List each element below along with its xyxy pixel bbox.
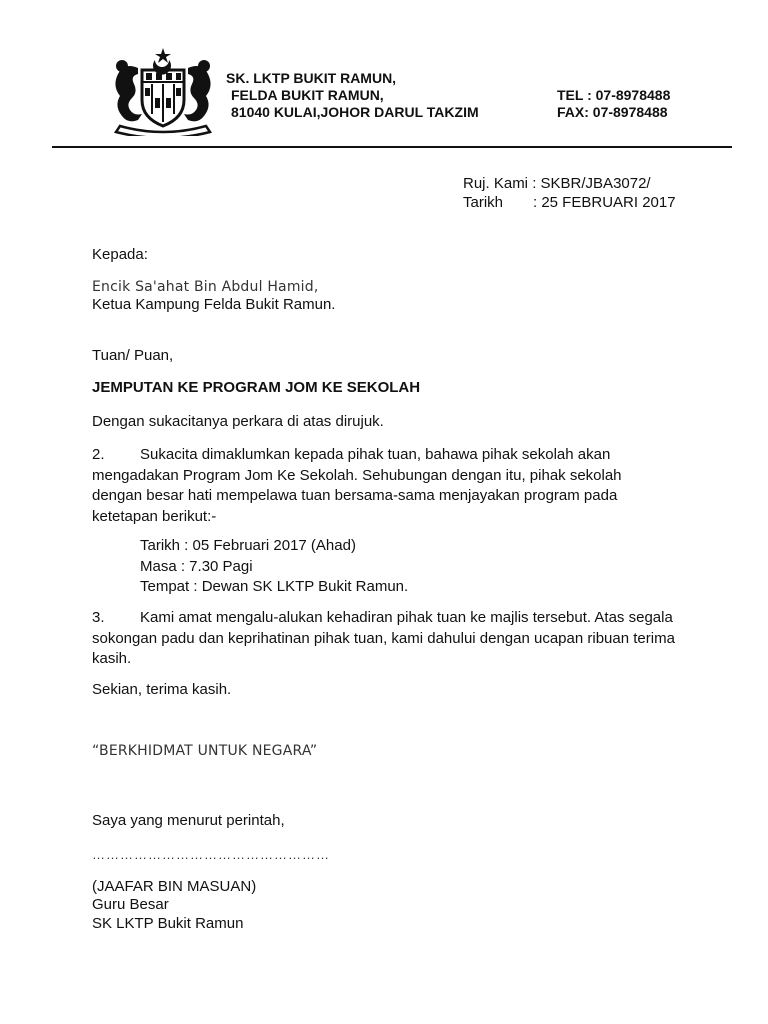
- tarikh-value: : 25 FEBRUARI 2017: [533, 194, 676, 211]
- address-line2: 81040 KULAI,JOHOR DARUL TAKZIM: [231, 104, 479, 120]
- salutation: Tuan/ Puan,: [92, 347, 174, 364]
- reference-ruj: [463, 174, 651, 194]
- signer-school: SK LKTP Bukit Ramun: [92, 915, 244, 932]
- reference-tarikh: [463, 193, 676, 213]
- recipient-kepada: Kepada:: [92, 246, 148, 263]
- event-details: [140, 536, 740, 598]
- recipient-name: Encik Sa'ahat Bin Abdul Hamid,: [92, 279, 319, 295]
- paragraph-2: [92, 445, 692, 527]
- paragraph-3-line: kasih.: [92, 650, 132, 667]
- closing-line: Sekian, terima kasih.: [92, 681, 232, 698]
- tarikh-label: Tarikh: [463, 194, 504, 211]
- motto: “BERKHIDMAT UNTUK NEGARA”: [92, 743, 318, 759]
- tel-number: TEL : 07-8978488: [557, 87, 671, 103]
- opening-line: Dengan sukacitanya perkara di atas dirujuk.: [92, 413, 384, 430]
- event-venue: Tempat : Dewan SK LKTP Bukit Ramun.: [140, 578, 409, 595]
- ruj-value: : SKBR/JBA3072/: [532, 175, 651, 192]
- letter-subject: JEMPUTAN KE PROGRAM JOM KE SEKOLAH: [92, 379, 421, 396]
- paragraph-2-line: ketetapan berikut:-: [92, 507, 217, 525]
- paragraph-3: [92, 608, 692, 670]
- address-line1: FELDA BUKIT RAMUN,: [231, 87, 384, 103]
- signature-line: ……………………………………………: [92, 847, 330, 862]
- recipient-title: Ketua Kampung Felda Bukit Ramun.: [92, 296, 336, 313]
- event-time: Masa : 7.30 Pagi: [140, 557, 253, 575]
- paragraph-3-number: 3.: [92, 609, 105, 626]
- fax-number: FAX: 07-8978488: [557, 104, 668, 120]
- signer-name: (JAAFAR BIN MASUAN): [92, 878, 257, 895]
- paragraph-2-line: mengadakan Program Jom Ke Sekolah. Sehubungan dengan itu, pihak sekolah: [92, 466, 622, 484]
- signer-position: Guru Besar: [92, 896, 169, 913]
- ruj-label: Ruj. Kami: [463, 175, 529, 192]
- paragraph-2-number: 2.: [92, 446, 105, 463]
- school-name: SK. LKTP BUKIT RAMUN,: [226, 70, 397, 86]
- header-divider: [52, 146, 732, 148]
- paragraph-2-line: dengan besar hati mempelawa tuan bersama-sama menjayakan program pada: [92, 487, 618, 504]
- malaysia-coat-of-arms-icon: [108, 46, 218, 136]
- event-date: Tarikh : 05 Februari 2017 (Ahad): [140, 537, 356, 554]
- paragraph-3-line: Kami amat mengalu-alukan kehadiran pihak tuan ke majlis tersebut. Atas segala: [140, 609, 673, 626]
- signoff: Saya yang menurut perintah,: [92, 812, 285, 829]
- paragraph-3-line: sokongan padu dan keprihatinan pihak tuan, kami dahului dengan ucapan ribuan terima: [92, 629, 675, 647]
- paragraph-2-line: Sukacita dimaklumkan kepada pihak tuan, bahawa pihak sekolah akan: [140, 446, 611, 463]
